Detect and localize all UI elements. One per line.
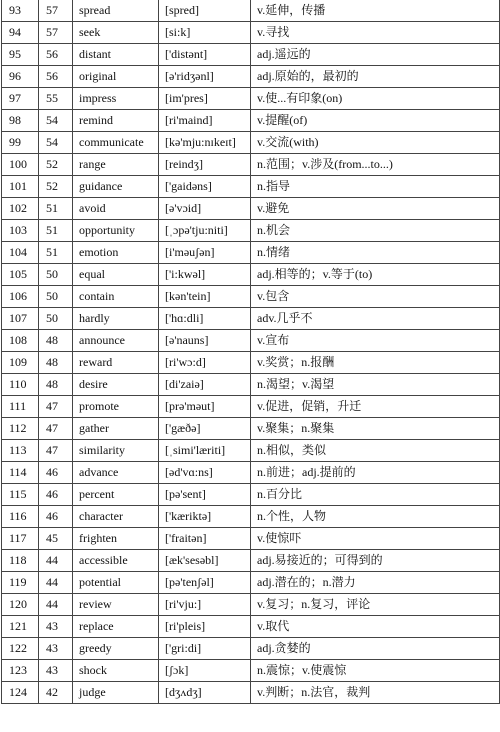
frequency-cell: 47	[39, 418, 73, 440]
row-number-cell: 97	[2, 88, 39, 110]
word-cell: equal	[73, 264, 159, 286]
word-cell: similarity	[73, 440, 159, 462]
table-row	[2, 286, 500, 308]
frequency-cell: 51	[39, 220, 73, 242]
row-number-cell: 111	[2, 396, 39, 418]
phonetic-cell: [ri'wɔ:d]	[159, 352, 251, 374]
meaning-cell: v.提醒(of)	[251, 110, 500, 132]
frequency-cell: 57	[39, 0, 73, 22]
word-cell: avoid	[73, 198, 159, 220]
row-number-cell: 104	[2, 242, 39, 264]
frequency-cell: 48	[39, 374, 73, 396]
table-row	[2, 176, 500, 198]
row-number-cell: 123	[2, 660, 39, 682]
table-row	[2, 0, 500, 22]
table-row	[2, 154, 500, 176]
frequency-cell: 44	[39, 550, 73, 572]
word-cell: impress	[73, 88, 159, 110]
phonetic-cell: [ə'nauns]	[159, 330, 251, 352]
word-cell: seek	[73, 22, 159, 44]
phonetic-cell: [ri'maind]	[159, 110, 251, 132]
meaning-cell: v.聚集；n.聚集	[251, 418, 500, 440]
phonetic-cell: [ri'pleis]	[159, 616, 251, 638]
table-row	[2, 660, 500, 682]
meaning-cell: v.取代	[251, 616, 500, 638]
table-row	[2, 330, 500, 352]
meaning-cell: n.前进；adj.提前的	[251, 462, 500, 484]
frequency-cell: 55	[39, 88, 73, 110]
table-row	[2, 594, 500, 616]
word-cell: reward	[73, 352, 159, 374]
table-row	[2, 528, 500, 550]
row-number-cell: 102	[2, 198, 39, 220]
word-cell: shock	[73, 660, 159, 682]
word-cell: spread	[73, 0, 159, 22]
word-cell: hardly	[73, 308, 159, 330]
word-cell: advance	[73, 462, 159, 484]
meaning-cell: adj.潜在的；n.潜力	[251, 572, 500, 594]
word-cell: communicate	[73, 132, 159, 154]
meaning-cell: adj.遥远的	[251, 44, 500, 66]
phonetic-cell: [pə'sent]	[159, 484, 251, 506]
frequency-cell: 54	[39, 132, 73, 154]
meaning-cell: n.相似，类似	[251, 440, 500, 462]
phonetic-cell: [ˌɔpə'tju:niti]	[159, 220, 251, 242]
phonetic-cell: ['gri:di]	[159, 638, 251, 660]
row-number-cell: 94	[2, 22, 39, 44]
table-row	[2, 242, 500, 264]
word-cell: opportunity	[73, 220, 159, 242]
table-row	[2, 308, 500, 330]
table-row	[2, 352, 500, 374]
row-number-cell: 119	[2, 572, 39, 594]
table-row	[2, 66, 500, 88]
table-row	[2, 484, 500, 506]
frequency-cell: 52	[39, 154, 73, 176]
meaning-cell: n.震惊；v.使震惊	[251, 660, 500, 682]
meaning-cell: adj.易接近的；可得到的	[251, 550, 500, 572]
frequency-cell: 54	[39, 110, 73, 132]
row-number-cell: 100	[2, 154, 39, 176]
meaning-cell: v.延伸，传播	[251, 0, 500, 22]
row-number-cell: 118	[2, 550, 39, 572]
meaning-cell: v.使惊吓	[251, 528, 500, 550]
table-row	[2, 418, 500, 440]
row-number-cell: 112	[2, 418, 39, 440]
word-cell: desire	[73, 374, 159, 396]
frequency-cell: 47	[39, 396, 73, 418]
frequency-cell: 50	[39, 286, 73, 308]
frequency-cell: 46	[39, 506, 73, 528]
word-cell: original	[73, 66, 159, 88]
meaning-cell: adv.几乎不	[251, 308, 500, 330]
word-cell: distant	[73, 44, 159, 66]
word-cell: announce	[73, 330, 159, 352]
word-cell: percent	[73, 484, 159, 506]
meaning-cell: v.复习；n.复习，评论	[251, 594, 500, 616]
word-cell: character	[73, 506, 159, 528]
table-row	[2, 682, 500, 704]
table-row	[2, 220, 500, 242]
table-row	[2, 440, 500, 462]
phonetic-cell: [kən'tein]	[159, 286, 251, 308]
meaning-cell: n.个性，人物	[251, 506, 500, 528]
meaning-cell: v.宣布	[251, 330, 500, 352]
frequency-cell: 51	[39, 198, 73, 220]
meaning-cell: n.指导	[251, 176, 500, 198]
table-row	[2, 22, 500, 44]
word-cell: remind	[73, 110, 159, 132]
table-row	[2, 374, 500, 396]
word-cell: promote	[73, 396, 159, 418]
phonetic-cell: ['fraitən]	[159, 528, 251, 550]
meaning-cell: n.机会	[251, 220, 500, 242]
row-number-cell: 107	[2, 308, 39, 330]
table-row	[2, 132, 500, 154]
phonetic-cell: ['kæriktə]	[159, 506, 251, 528]
word-cell: frighten	[73, 528, 159, 550]
row-number-cell: 116	[2, 506, 39, 528]
word-cell: emotion	[73, 242, 159, 264]
frequency-cell: 45	[39, 528, 73, 550]
phonetic-cell: [ˌsimi'læriti]	[159, 440, 251, 462]
row-number-cell: 124	[2, 682, 39, 704]
word-cell: judge	[73, 682, 159, 704]
row-number-cell: 120	[2, 594, 39, 616]
table-row	[2, 44, 500, 66]
meaning-cell: n.百分比	[251, 484, 500, 506]
phonetic-cell: [pə'tenʃəl]	[159, 572, 251, 594]
frequency-cell: 44	[39, 594, 73, 616]
frequency-cell: 56	[39, 44, 73, 66]
row-number-cell: 105	[2, 264, 39, 286]
row-number-cell: 121	[2, 616, 39, 638]
phonetic-cell: [əd'vɑ:ns]	[159, 462, 251, 484]
row-number-cell: 113	[2, 440, 39, 462]
table-row	[2, 264, 500, 286]
frequency-cell: 42	[39, 682, 73, 704]
frequency-cell: 43	[39, 660, 73, 682]
phonetic-cell: [ə'vɔid]	[159, 198, 251, 220]
phonetic-cell: [ə'ridʒənl]	[159, 66, 251, 88]
frequency-cell: 47	[39, 440, 73, 462]
row-number-cell: 95	[2, 44, 39, 66]
phonetic-cell: [kə'mju:nɪkeɪt]	[159, 132, 251, 154]
row-number-cell: 98	[2, 110, 39, 132]
meaning-cell: adj.贪婪的	[251, 638, 500, 660]
word-cell: range	[73, 154, 159, 176]
table-row	[2, 550, 500, 572]
meaning-cell: v.奖赏；n.报酬	[251, 352, 500, 374]
row-number-cell: 93	[2, 0, 39, 22]
word-cell: review	[73, 594, 159, 616]
frequency-cell: 43	[39, 638, 73, 660]
word-cell: gather	[73, 418, 159, 440]
phonetic-cell: [ʃɔk]	[159, 660, 251, 682]
frequency-cell: 48	[39, 352, 73, 374]
row-number-cell: 109	[2, 352, 39, 374]
table-row	[2, 396, 500, 418]
table-row	[2, 88, 500, 110]
phonetic-cell: ['distənt]	[159, 44, 251, 66]
row-number-cell: 99	[2, 132, 39, 154]
frequency-cell: 44	[39, 572, 73, 594]
word-cell: potential	[73, 572, 159, 594]
meaning-cell: v.使...有印象(on)	[251, 88, 500, 110]
frequency-cell: 50	[39, 264, 73, 286]
phonetic-cell: [im'pres]	[159, 88, 251, 110]
meaning-cell: adj.原始的，最初的	[251, 66, 500, 88]
frequency-cell: 56	[39, 66, 73, 88]
table-row	[2, 616, 500, 638]
row-number-cell: 122	[2, 638, 39, 660]
phonetic-cell: [i'məuʃən]	[159, 242, 251, 264]
word-cell: replace	[73, 616, 159, 638]
frequency-cell: 52	[39, 176, 73, 198]
phonetic-cell: ['i:kwəl]	[159, 264, 251, 286]
meaning-cell: v.促进，促销，升迁	[251, 396, 500, 418]
meaning-cell: adj.相等的；v.等于(to)	[251, 264, 500, 286]
row-number-cell: 96	[2, 66, 39, 88]
row-number-cell: 103	[2, 220, 39, 242]
vocabulary-table-body	[2, 0, 500, 704]
phonetic-cell: ['gaidəns]	[159, 176, 251, 198]
phonetic-cell: ['gæðə]	[159, 418, 251, 440]
meaning-cell: n.情绪	[251, 242, 500, 264]
frequency-cell: 46	[39, 462, 73, 484]
frequency-cell: 48	[39, 330, 73, 352]
meaning-cell: n.范围；v.涉及(from...to...)	[251, 154, 500, 176]
meaning-cell: v.判断；n.法官，裁判	[251, 682, 500, 704]
frequency-cell: 43	[39, 616, 73, 638]
phonetic-cell: [reindʒ]	[159, 154, 251, 176]
vocabulary-table	[1, 0, 500, 704]
phonetic-cell: [di'zaiə]	[159, 374, 251, 396]
row-number-cell: 106	[2, 286, 39, 308]
word-cell: accessible	[73, 550, 159, 572]
word-cell: guidance	[73, 176, 159, 198]
frequency-cell: 51	[39, 242, 73, 264]
meaning-cell: v.避免	[251, 198, 500, 220]
meaning-cell: v.包含	[251, 286, 500, 308]
phonetic-cell: [dʒʌdʒ]	[159, 682, 251, 704]
table-row	[2, 462, 500, 484]
row-number-cell: 117	[2, 528, 39, 550]
phonetic-cell: [spred]	[159, 0, 251, 22]
word-cell: contain	[73, 286, 159, 308]
phonetic-cell: [prə'məut]	[159, 396, 251, 418]
row-number-cell: 115	[2, 484, 39, 506]
phonetic-cell: ['hɑ:dli]	[159, 308, 251, 330]
table-row	[2, 506, 500, 528]
table-row	[2, 198, 500, 220]
meaning-cell: v.交流(with)	[251, 132, 500, 154]
row-number-cell: 110	[2, 374, 39, 396]
frequency-cell: 57	[39, 22, 73, 44]
word-cell: greedy	[73, 638, 159, 660]
row-number-cell: 108	[2, 330, 39, 352]
meaning-cell: v.寻找	[251, 22, 500, 44]
table-row	[2, 572, 500, 594]
frequency-cell: 46	[39, 484, 73, 506]
table-row	[2, 110, 500, 132]
table-row	[2, 638, 500, 660]
phonetic-cell: [æk'sesəbl]	[159, 550, 251, 572]
frequency-cell: 50	[39, 308, 73, 330]
phonetic-cell: [ri'vju:]	[159, 594, 251, 616]
row-number-cell: 101	[2, 176, 39, 198]
phonetic-cell: [si:k]	[159, 22, 251, 44]
row-number-cell: 114	[2, 462, 39, 484]
meaning-cell: n.渴望；v.渴望	[251, 374, 500, 396]
